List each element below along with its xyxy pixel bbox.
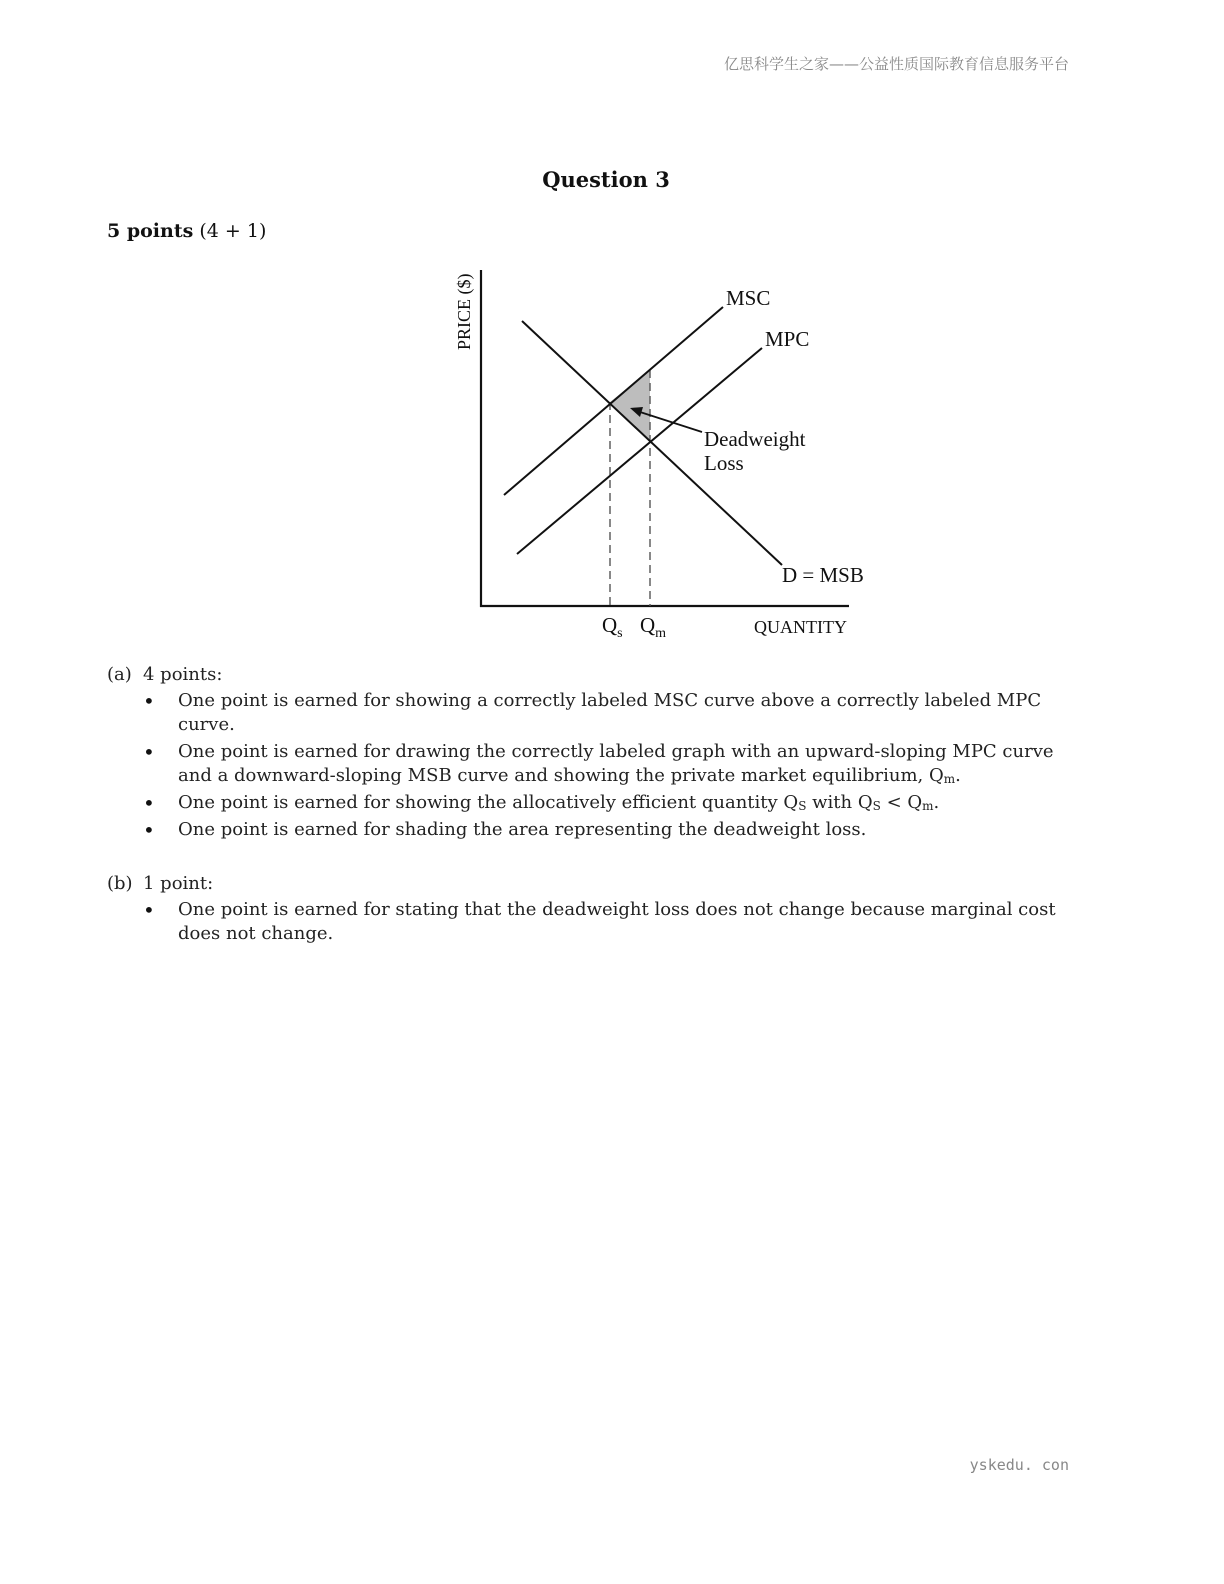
- x-axis-label: QUANTITY: [754, 617, 847, 637]
- footer-site: yskedu. con: [969, 1456, 1069, 1474]
- externality-graph: [440, 260, 880, 650]
- part-a-label: (a): [107, 664, 132, 685]
- qm-label: [640, 613, 666, 641]
- qm-sub: m: [655, 626, 667, 641]
- qm-main: Q: [640, 613, 656, 637]
- mpc-label: MPC: [765, 327, 810, 351]
- dwl-label-line1: Deadweight: [704, 427, 806, 451]
- list-item: • One point is earned for stating that the deadweight loss does not change because marginal cost does not change.: [107, 898, 1073, 946]
- qs-sub: s: [617, 626, 623, 641]
- dwl-label-line2: Loss: [704, 451, 744, 475]
- question-title: Question 3: [542, 167, 670, 192]
- part-b: [107, 873, 1073, 949]
- points-line: [107, 220, 266, 242]
- msc-label: MSC: [726, 286, 771, 310]
- qs-main: Q: [602, 613, 618, 637]
- qs-label: [602, 613, 623, 641]
- list-item: • One point is earned for drawing the correctly labeled graph with an upward-sloping MPC curve and a downward-sloping MSB curve and showing the private market equilibrium, $Q_m$.: [107, 740, 1073, 788]
- header-site-text: 亿思科学生之家——公益性质国际教育信息服务平台: [723, 55, 1069, 73]
- y-axis-label: PRICE ($): [454, 273, 474, 350]
- deadweight-loss-area: [610, 370, 650, 440]
- part-b-list: [107, 898, 1073, 946]
- part-b-label: (b): [107, 873, 133, 894]
- points-bold: 5 points: [107, 220, 194, 242]
- part-a: [107, 664, 1073, 845]
- part-a-list: [107, 689, 1073, 842]
- part-b-heading: 1 point:: [143, 873, 214, 894]
- part-b-header: [107, 873, 1073, 894]
- points-breakdown: (4 + 1): [199, 220, 267, 242]
- demand-label: D = MSB: [782, 563, 864, 587]
- list-item: • One point is earned for showing the allocatively efficient quantity $Q_S$ with $Q_S < Q_m$.: [107, 791, 1073, 815]
- part-a-heading: 4 points:: [143, 664, 223, 685]
- list-item: • One point is earned for showing a correctly labeled MSC curve above a correctly labeled MPC curve.: [107, 689, 1073, 737]
- part-a-header: [107, 664, 1073, 685]
- list-item: • One point is earned for shading the area representing the deadweight loss.: [107, 818, 1073, 842]
